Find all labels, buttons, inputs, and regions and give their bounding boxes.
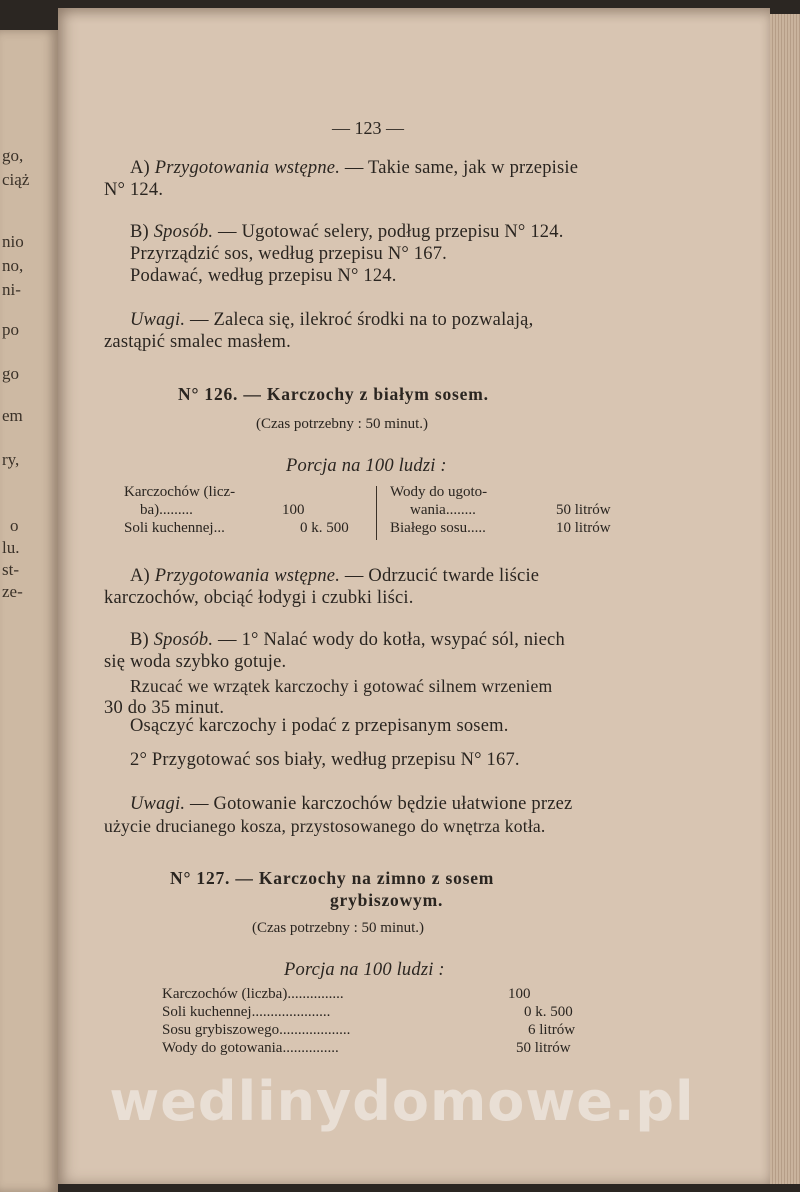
left-fragment: go, xyxy=(2,146,24,165)
recipe126-method-line4: 30 do 35 minut. xyxy=(104,698,225,718)
recipe127-portion: Porcja na 100 ludzi : xyxy=(284,960,445,980)
ingredient-name: Soli kuchennej... xyxy=(124,520,225,536)
ingredient-name: Wody do gotowania............... xyxy=(162,1040,339,1056)
method-text: — 1° Nalać wody do kotła, wsypać sól, niech xyxy=(218,630,565,650)
prep-title: Przygotowania wstępne. xyxy=(154,158,341,178)
recipe126-method xyxy=(130,630,565,651)
recipe126-time: (Czas potrzebny : 50 minut.) xyxy=(256,416,429,432)
label: B) xyxy=(130,630,149,650)
notes-title: Uwagi. xyxy=(130,310,186,330)
recipe125-method-line2: Przyrządzić sos, według przepisu N° 167. xyxy=(130,244,447,264)
recipe125-method-line3: Podawać, według przepisu N° 124. xyxy=(130,266,397,286)
ingredient-name: wania........ xyxy=(410,502,476,518)
ingredient-qty: 100 xyxy=(282,502,305,518)
ingredient-qty: 6 litrów xyxy=(528,1022,576,1038)
page-stack-edge xyxy=(770,14,800,1184)
notes-text: — Gotowanie karczochów będzie ułatwione przez xyxy=(190,794,573,814)
ingredient-qty: 100 xyxy=(508,986,531,1002)
label: A) xyxy=(130,566,150,586)
recipe126-method-line2: się woda szybko gotuje. xyxy=(104,652,287,672)
left-fragment: lu. xyxy=(2,538,20,557)
left-fragment: no, xyxy=(2,256,24,275)
left-fragment: ni- xyxy=(2,280,21,299)
ingredient-name: Karczochów (liczba)............... xyxy=(162,986,344,1002)
left-fragment: po xyxy=(2,320,19,339)
label: A) xyxy=(130,158,150,178)
ingredient-qty: 50 litrów xyxy=(516,1040,571,1056)
left-fragment: st- xyxy=(2,560,19,579)
recipe125-prep-line2: N° 124. xyxy=(104,180,164,200)
recipe126-method-line6: 2° Przygotować sos biały, według przepisu N° 167. xyxy=(130,750,520,770)
left-fragment: o xyxy=(10,516,19,535)
ingredient-qty: 50 litrów xyxy=(556,502,611,518)
ingredient-name: Soli kuchennej..................... xyxy=(162,1004,331,1020)
left-fragment: nio xyxy=(2,232,24,251)
ingredient-qty: 0 k. 500 xyxy=(300,520,349,536)
ingredient-name: Wody do ugoto- xyxy=(390,484,488,500)
recipe126-method-line5: Osączyć karczochy i podać z przepisanym sosem. xyxy=(130,716,509,736)
ingredient-qty: 0 k. 500 xyxy=(524,1004,573,1020)
column-divider xyxy=(376,486,377,540)
recipe126-prep-line2: karczochów, obciąć łodygi i czubki liści. xyxy=(104,588,414,608)
method-title: Sposób. xyxy=(153,630,214,650)
recipe127-heading: N° 127. — Karczochy na zimno z sosem xyxy=(170,868,495,888)
ingredient-qty: 10 litrów xyxy=(556,520,611,536)
left-fragment: ry, xyxy=(2,450,20,469)
notes-title: Uwagi. xyxy=(130,794,186,814)
recipe125-prep xyxy=(130,158,578,179)
recipe125-notes-line2: zastąpić smalec masłem. xyxy=(104,332,291,352)
left-fragment: ciąż xyxy=(2,170,30,189)
prep-text: — Odrzucić twarde liście xyxy=(344,566,540,586)
page-number: — 123 — xyxy=(332,118,404,138)
left-fragment: go xyxy=(2,364,19,383)
watermark: wedlinydomowe.pl xyxy=(109,1070,695,1133)
recipe127-heading-line2: grybiszowym. xyxy=(330,890,444,910)
recipe126-prep xyxy=(130,566,539,587)
prep-text: — Takie same, jak w przepisie xyxy=(344,158,579,178)
recipe126-portion: Porcja na 100 ludzi : xyxy=(286,456,447,476)
prep-title: Przygotowania wstępne. xyxy=(154,566,341,586)
recipe126-heading: N° 126. — Karczochy z białym sosem. xyxy=(178,384,489,404)
ingredient-name: Karczochów (licz- xyxy=(124,484,236,500)
recipe126-notes xyxy=(130,794,572,815)
left-page-edge xyxy=(0,30,58,1192)
left-fragment: ze- xyxy=(2,582,23,601)
ingredient-name: Sosu grybiszowego................... xyxy=(162,1022,351,1038)
recipe126-notes-line2: użycie drucianego kosza, przystosowanego do wnętrza kotła. xyxy=(104,816,546,836)
label: B) xyxy=(130,222,149,242)
method-text: — Ugotować selery, podług przepisu N° 124. xyxy=(218,222,564,242)
recipe126-method-line3: Rzucać we wrzątek karczochy i gotować silnem wrzeniem xyxy=(130,676,553,696)
recipe125-method xyxy=(130,222,564,243)
notes-text: — Zaleca się, ilekroć środki na to pozwalają, xyxy=(190,310,534,330)
ingredient-name: ba)......... xyxy=(140,502,193,518)
recipe127-time: (Czas potrzebny : 50 minut.) xyxy=(252,920,425,936)
method-title: Sposób. xyxy=(153,222,214,242)
ingredient-name: Białego sosu..... xyxy=(390,520,486,536)
left-fragment: em xyxy=(2,406,23,425)
recipe125-notes xyxy=(130,310,533,331)
